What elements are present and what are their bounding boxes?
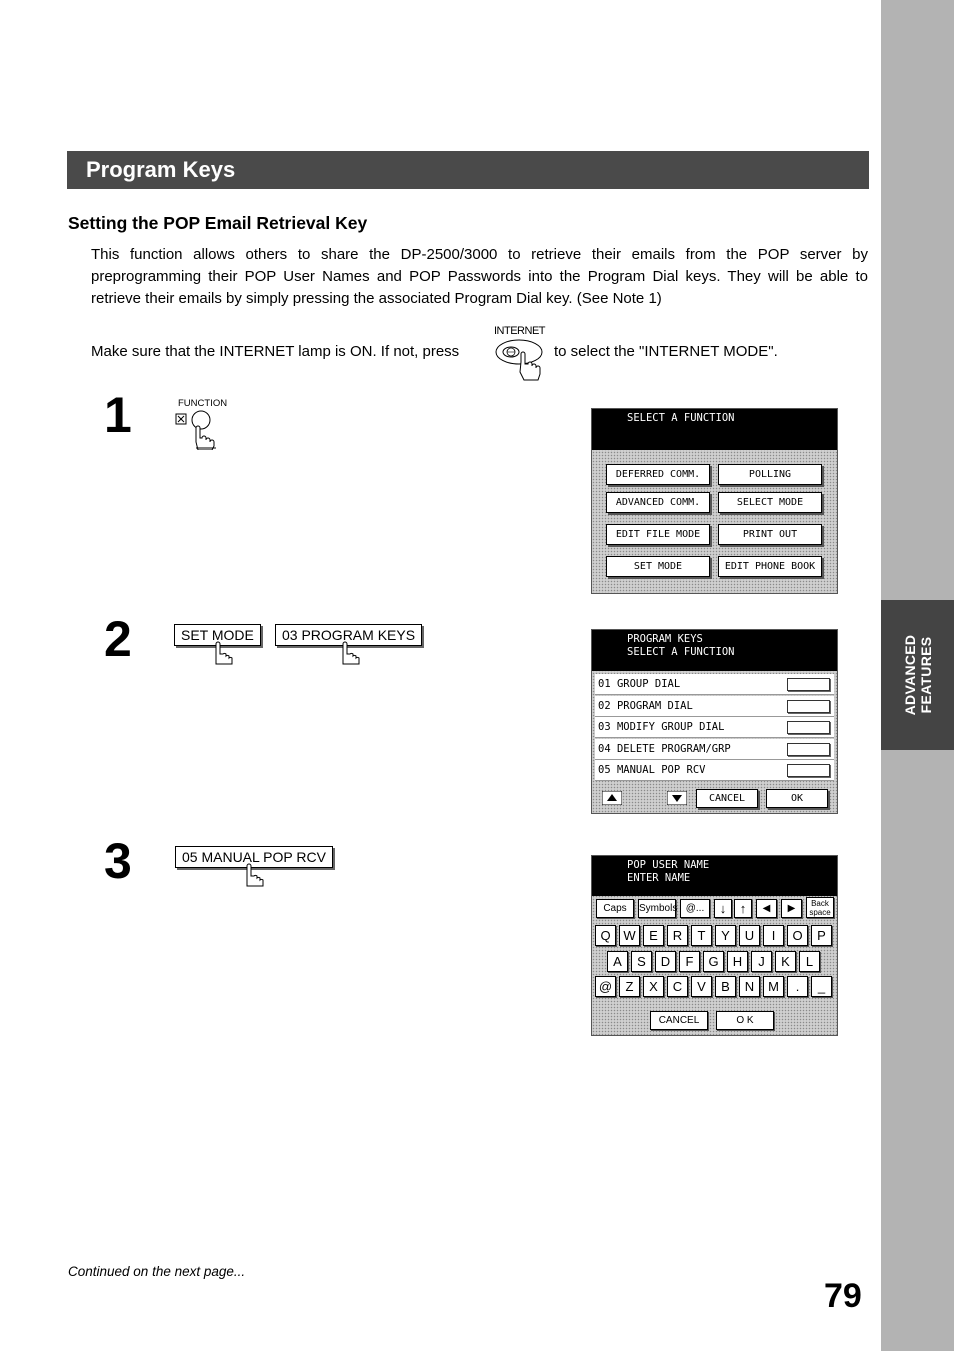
page-number: 79 <box>824 1277 862 1315</box>
step-2-number: 2 <box>104 611 132 667</box>
set-mode-button[interactable]: SET MODE <box>606 556 710 577</box>
key-s[interactable]: S <box>631 951 652 972</box>
key-r[interactable]: R <box>667 925 688 946</box>
key-u[interactable]: U <box>739 925 760 946</box>
key-a[interactable]: A <box>607 951 628 972</box>
menu-item-manual-pop-rcv[interactable]: 05 MANUAL POP RCV <box>595 760 834 781</box>
lamp-instruction-before: Make sure that the INTERNET lamp is ON. If not, press <box>91 343 460 360</box>
key-j[interactable]: J <box>751 951 772 972</box>
chapter-tab-line1: ADVANCED <box>901 634 918 716</box>
key-n[interactable]: N <box>739 976 760 997</box>
hand-pointer-icon <box>243 862 271 888</box>
lcd-header-line2: SELECT A FUNCTION <box>627 646 735 658</box>
edit-phone-book-button[interactable]: EDIT PHONE BOOK <box>718 556 822 577</box>
key-x[interactable]: X <box>643 976 664 997</box>
hand-pointer-icon <box>339 640 367 666</box>
at-symbols-key[interactable]: @... <box>680 899 710 918</box>
internet-button-icon <box>494 336 550 384</box>
cancel-button[interactable]: CANCEL <box>650 1011 708 1030</box>
step-1-number: 1 <box>104 387 132 443</box>
intro-paragraph: This function allows others to share the DP-2500/3000 to retrieve their emails from the POP server by preprogramming their POP User Names and POP Passwords into the Program Dial keys. They will be able to retrieve their emails by simply pressing the associated Program Dial key. (See Note 1) <box>91 246 868 307</box>
cancel-button[interactable]: CANCEL <box>696 789 758 808</box>
key-v[interactable]: V <box>691 976 712 997</box>
program-keys-key[interactable]: 03 PROGRAM KEYS <box>275 624 422 646</box>
lcd-header-line2: ENTER NAME <box>627 872 691 884</box>
section-title: Program Keys <box>86 157 236 182</box>
key-l[interactable]: L <box>799 951 820 972</box>
subheading: Setting the POP Email Retrieval Key <box>68 213 368 233</box>
key-p[interactable]: P <box>811 925 832 946</box>
key-e[interactable]: E <box>643 925 664 946</box>
chapter-tab <box>881 600 954 750</box>
function-key-icon[interactable] <box>174 408 222 450</box>
continued-note: Continued on the next page... <box>68 1264 246 1279</box>
key-m[interactable]: M <box>763 976 784 997</box>
lcd-pop-user-name <box>591 855 838 1036</box>
menu-item-group-dial[interactable]: 01 GROUP DIAL <box>595 674 834 695</box>
chapter-tab-line2: FEATURES <box>917 636 934 714</box>
scroll-up-icon[interactable] <box>602 791 622 805</box>
advanced-comm-button[interactable]: ADVANCED COMM. <box>606 492 710 513</box>
function-key-label: FUNCTION <box>178 398 228 409</box>
scroll-down-icon[interactable] <box>667 791 687 805</box>
step-3-number: 3 <box>104 833 132 889</box>
arrow-down-icon[interactable]: ↓ <box>714 899 732 918</box>
key-g[interactable]: G <box>703 951 724 972</box>
key-f[interactable]: F <box>679 951 700 972</box>
key-underscore[interactable]: _ <box>811 976 832 997</box>
key-at[interactable]: @ <box>595 976 616 997</box>
key-w[interactable]: W <box>619 925 640 946</box>
hand-pointer-icon <box>212 640 240 666</box>
key-h[interactable]: H <box>727 951 748 972</box>
arrow-up-icon[interactable]: ↑ <box>734 899 752 918</box>
polling-button[interactable]: POLLING <box>718 464 822 485</box>
deferred-comm-button[interactable]: DEFERRED COMM. <box>606 464 710 485</box>
key-y[interactable]: Y <box>715 925 736 946</box>
ok-button[interactable]: O K <box>716 1011 774 1030</box>
arrow-right-icon[interactable]: ▶ <box>781 899 802 918</box>
key-q[interactable]: Q <box>595 925 616 946</box>
backspace-key[interactable]: Back space <box>806 897 834 918</box>
arrow-left-icon[interactable]: ◀ <box>756 899 777 918</box>
internet-button-label: INTERNET <box>494 325 545 337</box>
key-c[interactable]: C <box>667 976 688 997</box>
select-mode-button[interactable]: SELECT MODE <box>718 492 822 513</box>
key-i[interactable]: I <box>763 925 784 946</box>
symbols-key[interactable]: Symbols <box>638 899 676 918</box>
print-out-button[interactable]: PRINT OUT <box>718 524 822 545</box>
key-k[interactable]: K <box>775 951 796 972</box>
menu-item-program-dial[interactable]: 02 PROGRAM DIAL <box>595 696 834 717</box>
lcd-header: SELECT A FUNCTION <box>592 409 837 450</box>
edit-file-mode-button[interactable]: EDIT FILE MODE <box>606 524 710 545</box>
lamp-instruction-after: to select the "INTERNET MODE". <box>554 343 778 360</box>
lcd-select-function <box>591 408 838 594</box>
lcd-header-line1: POP USER NAME <box>627 859 710 871</box>
key-d[interactable]: D <box>655 951 676 972</box>
key-t[interactable]: T <box>691 925 712 946</box>
lcd-program-keys <box>591 629 838 814</box>
key-z[interactable]: Z <box>619 976 640 997</box>
key-b[interactable]: B <box>715 976 736 997</box>
section-header <box>67 151 869 189</box>
ok-button[interactable]: OK <box>766 789 828 808</box>
menu-item-modify-group-dial[interactable]: 03 MODIFY GROUP DIAL <box>595 717 834 738</box>
lcd-header-line1: PROGRAM KEYS <box>627 633 703 645</box>
caps-key[interactable]: Caps <box>596 899 634 918</box>
set-mode-key[interactable]: SET MODE <box>174 624 261 646</box>
key-period[interactable]: . <box>787 976 808 997</box>
key-o[interactable]: O <box>787 925 808 946</box>
manual-pop-rcv-key[interactable]: 05 MANUAL POP RCV <box>175 846 333 868</box>
menu-item-delete-program[interactable]: 04 DELETE PROGRAM/GRP <box>595 739 834 760</box>
